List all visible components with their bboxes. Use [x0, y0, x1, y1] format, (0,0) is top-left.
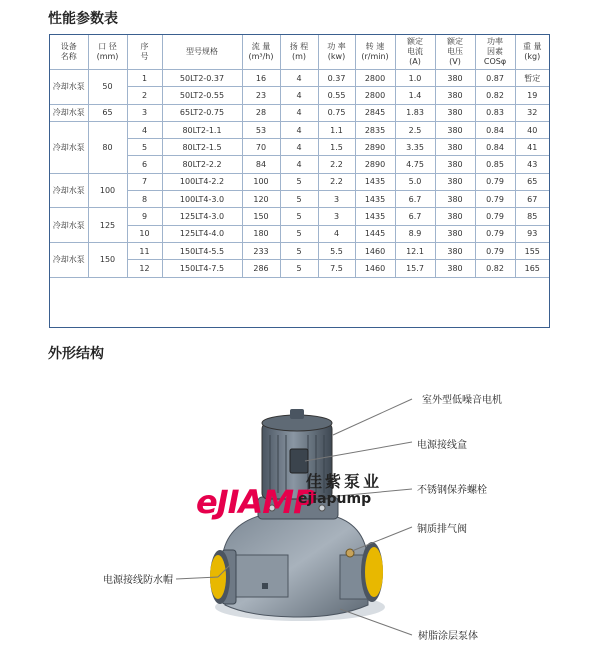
cell-power: 5.5: [318, 242, 355, 259]
table-row: [50, 208, 549, 225]
cell-head: 5: [280, 242, 318, 259]
cell-current: 6.7: [395, 208, 435, 225]
cell-flow: 23: [242, 87, 280, 104]
cell-head: 5: [280, 173, 318, 190]
cell-voltage: 380: [435, 104, 475, 121]
performance-section-title: 性能参数表: [48, 11, 118, 27]
cell-weight: 19: [515, 87, 549, 104]
cell-caliber: 100: [88, 173, 127, 208]
header-device: 设备 名称: [50, 35, 88, 70]
header-speed: 转 速 (r/min): [355, 35, 395, 70]
cell-caliber: 125: [88, 208, 127, 243]
cell-flow: 53: [242, 121, 280, 138]
cell-model: 80LT2-2.2: [162, 156, 242, 173]
cell-flow: 150: [242, 208, 280, 225]
cell-power: 4: [318, 225, 355, 242]
performance-table-frame: [49, 34, 550, 328]
cell-speed: 2835: [355, 121, 395, 138]
cell-seq: 8: [127, 191, 162, 208]
cell-speed: 2800: [355, 87, 395, 104]
cell-seq: 5: [127, 139, 162, 156]
cell-model: 80LT2-1.5: [162, 139, 242, 156]
cell-voltage: 380: [435, 173, 475, 190]
table-row: [50, 104, 549, 121]
header-caliber: 口 径 (mm): [88, 35, 127, 70]
cell-voltage: 380: [435, 260, 475, 277]
cell-flow: 16: [242, 70, 280, 87]
header-seq: 序 号: [127, 35, 162, 70]
cell-seq: 11: [127, 242, 162, 259]
cell-head: 5: [280, 208, 318, 225]
cell-seq: 3: [127, 104, 162, 121]
cell-head: 4: [280, 104, 318, 121]
callout-junction-box: 电源接线盒: [417, 440, 467, 451]
table-row: [50, 242, 549, 259]
cell-power: 1.1: [318, 121, 355, 138]
cell-current: 1.4: [395, 87, 435, 104]
cell-power-factor: 0.82: [475, 87, 515, 104]
performance-table: [50, 35, 549, 278]
cell-head: 4: [280, 156, 318, 173]
cell-weight: 32: [515, 104, 549, 121]
cell-power: 0.75: [318, 104, 355, 121]
cell-current: 15.7: [395, 260, 435, 277]
cell-model: 80LT2-1.1: [162, 121, 242, 138]
cell-device: 冷却水泵: [50, 70, 88, 105]
callout-cap: 电源接线防水帽: [103, 575, 173, 586]
cell-head: 4: [280, 70, 318, 87]
cell-power: 1.5: [318, 139, 355, 156]
cell-voltage: 380: [435, 70, 475, 87]
cell-weight: 暂定: [515, 70, 549, 87]
cell-flow: 84: [242, 156, 280, 173]
cell-power-factor: 0.79: [475, 242, 515, 259]
cell-seq: 9: [127, 208, 162, 225]
header-voltage: 额定 电压 (V): [435, 35, 475, 70]
cell-weight: 85: [515, 208, 549, 225]
cell-flow: 233: [242, 242, 280, 259]
cell-power-factor: 0.84: [475, 139, 515, 156]
brand-logo: eJIAMP: [196, 483, 316, 521]
cell-power: 3: [318, 208, 355, 225]
cell-model: 65LT2-0.75: [162, 104, 242, 121]
cell-current: 1.0: [395, 70, 435, 87]
cell-weight: 165: [515, 260, 549, 277]
cell-flow: 28: [242, 104, 280, 121]
cell-voltage: 380: [435, 242, 475, 259]
cell-voltage: 380: [435, 121, 475, 138]
cell-seq: 6: [127, 156, 162, 173]
cell-speed: 1445: [355, 225, 395, 242]
cell-voltage: 380: [435, 225, 475, 242]
cell-model: 125LT4-4.0: [162, 225, 242, 242]
cell-speed: 2890: [355, 156, 395, 173]
cell-voltage: 380: [435, 87, 475, 104]
cell-speed: 2800: [355, 70, 395, 87]
cell-power-factor: 0.83: [475, 104, 515, 121]
cell-weight: 43: [515, 156, 549, 173]
cell-current: 1.83: [395, 104, 435, 121]
cell-head: 5: [280, 191, 318, 208]
cell-power-factor: 0.87: [475, 70, 515, 87]
header-head: 扬 程 (m): [280, 35, 318, 70]
cell-seq: 2: [127, 87, 162, 104]
cell-flow: 70: [242, 139, 280, 156]
cell-power: 2.2: [318, 173, 355, 190]
cell-power-factor: 0.79: [475, 225, 515, 242]
cell-model: 50LT2-0.37: [162, 70, 242, 87]
cell-speed: 1460: [355, 242, 395, 259]
cell-current: 5.0: [395, 173, 435, 190]
callout-motor: 室外型低噪音电机: [422, 395, 502, 406]
cell-power-factor: 0.79: [475, 173, 515, 190]
cell-device: 冷却水泵: [50, 104, 88, 121]
cell-weight: 67: [515, 191, 549, 208]
cell-model: 125LT4-3.0: [162, 208, 242, 225]
callout-bolt: 不锈钢保养螺栓: [417, 485, 487, 496]
cell-power-factor: 0.82: [475, 260, 515, 277]
cell-device: 冷却水泵: [50, 173, 88, 208]
brand-cn-name: 佳紫泵业: [306, 472, 383, 491]
cell-voltage: 380: [435, 156, 475, 173]
cell-flow: 100: [242, 173, 280, 190]
table-row: [50, 173, 549, 190]
cell-seq: 1: [127, 70, 162, 87]
cell-power-factor: 0.84: [475, 121, 515, 138]
cell-caliber: 65: [88, 104, 127, 121]
cell-head: 4: [280, 139, 318, 156]
cell-current: 6.7: [395, 191, 435, 208]
cell-caliber: 150: [88, 242, 127, 277]
table-header-row: [50, 35, 549, 70]
header-flow: 流 量 (m³/h): [242, 35, 280, 70]
cell-device: 冷却水泵: [50, 208, 88, 243]
cell-power: 0.55: [318, 87, 355, 104]
cell-power-factor: 0.79: [475, 191, 515, 208]
cell-power-factor: 0.85: [475, 156, 515, 173]
cell-flow: 180: [242, 225, 280, 242]
pump-structure-diagram: [0, 365, 600, 658]
cell-power: 0.37: [318, 70, 355, 87]
callout-vent-valve: 铜质排气阀: [417, 524, 467, 535]
cell-seq: 12: [127, 260, 162, 277]
brand-site: ejiapump: [298, 491, 372, 507]
cell-seq: 4: [127, 121, 162, 138]
cell-power: 3: [318, 191, 355, 208]
cell-model: 100LT4-3.0: [162, 191, 242, 208]
cell-voltage: 380: [435, 139, 475, 156]
cell-current: 2.5: [395, 121, 435, 138]
cell-weight: 40: [515, 121, 549, 138]
cell-current: 3.35: [395, 139, 435, 156]
cell-weight: 65: [515, 173, 549, 190]
table-row: [50, 70, 549, 87]
cell-power: 7.5: [318, 260, 355, 277]
cell-speed: 1435: [355, 191, 395, 208]
header-weight: 重 量 (kg): [515, 35, 549, 70]
cell-speed: 2890: [355, 139, 395, 156]
cell-power-factor: 0.79: [475, 208, 515, 225]
header-model: 型号规格: [162, 35, 242, 70]
cell-model: 150LT4-5.5: [162, 242, 242, 259]
cell-device: 冷却水泵: [50, 121, 88, 173]
cell-current: 4.75: [395, 156, 435, 173]
cell-weight: 41: [515, 139, 549, 156]
cell-head: 4: [280, 87, 318, 104]
cell-speed: 1435: [355, 173, 395, 190]
cell-speed: 1460: [355, 260, 395, 277]
cell-speed: 1435: [355, 208, 395, 225]
cell-flow: 286: [242, 260, 280, 277]
cell-current: 12.1: [395, 242, 435, 259]
cell-device: 冷却水泵: [50, 242, 88, 277]
cell-head: 5: [280, 260, 318, 277]
cell-flow: 120: [242, 191, 280, 208]
cell-seq: 7: [127, 173, 162, 190]
table-row: [50, 121, 549, 138]
cell-weight: 93: [515, 225, 549, 242]
cell-speed: 2845: [355, 104, 395, 121]
cell-seq: 10: [127, 225, 162, 242]
structure-section-title: 外形结构: [48, 346, 104, 362]
cell-voltage: 380: [435, 208, 475, 225]
cell-model: 50LT2-0.55: [162, 87, 242, 104]
cell-current: 8.9: [395, 225, 435, 242]
cell-model: 100LT4-2.2: [162, 173, 242, 190]
callout-body: 树脂涂层泵体: [418, 631, 478, 642]
cell-model: 150LT4-7.5: [162, 260, 242, 277]
cell-caliber: 80: [88, 121, 127, 173]
cell-weight: 155: [515, 242, 549, 259]
cell-power: 2.2: [318, 156, 355, 173]
cell-head: 5: [280, 225, 318, 242]
header-current: 额定 电流 (A): [395, 35, 435, 70]
cell-voltage: 380: [435, 191, 475, 208]
cell-caliber: 50: [88, 70, 127, 105]
header-power: 功 率 (kw): [318, 35, 355, 70]
cell-head: 4: [280, 121, 318, 138]
header-power-factor: 功率 因素 COSφ: [475, 35, 515, 70]
